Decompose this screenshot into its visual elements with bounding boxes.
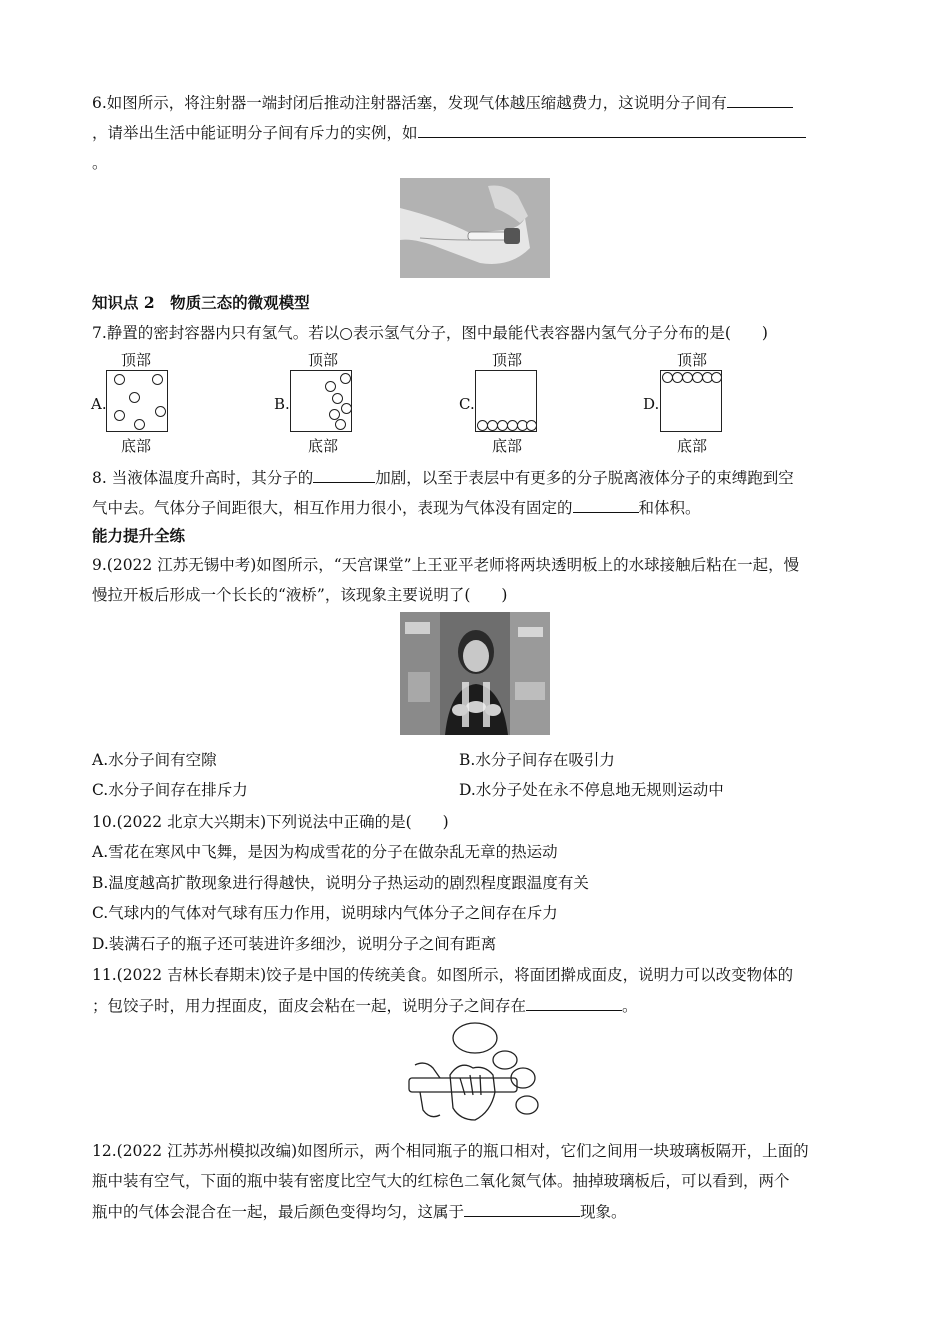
container-c bbox=[475, 370, 537, 432]
q6-line1: 6.如图所示，将注射器一端封闭后推动注射器活塞，发现气体越压缩越费力，这说明分子间有 bbox=[92, 92, 793, 113]
answer-blank[interactable] bbox=[418, 122, 806, 138]
molecule bbox=[526, 420, 537, 431]
molecule bbox=[325, 381, 336, 392]
q8-line2: 气中去。气体分子间距很大，相互作用力很小，表现为气体没有固定的 和体积。 bbox=[92, 499, 701, 517]
answer-blank[interactable] bbox=[526, 995, 622, 1011]
molecule bbox=[129, 392, 140, 403]
molecule bbox=[341, 403, 352, 414]
bottom-label: 底部 bbox=[492, 437, 523, 455]
section-heading-3: 能力提升全练 bbox=[92, 526, 186, 545]
q10-option-b[interactable]: B.温度越高扩散现象进行得越快，说明分子热运动的剧烈程度跟温度有关 bbox=[92, 874, 589, 892]
q9-option-c[interactable]: C.水分子间存在排斥力 bbox=[92, 781, 248, 799]
bottom-label: 底部 bbox=[121, 437, 152, 455]
q8-line1: 8. 当液体温度升高时，其分子的 加剧，以至于表层中有更多的分子脱离液体分子的束缚跑到空 bbox=[92, 469, 794, 487]
answer-blank[interactable] bbox=[313, 467, 375, 483]
rolling-dough-drawing bbox=[405, 1020, 555, 1130]
option-b-label[interactable]: B. bbox=[274, 395, 290, 413]
molecule bbox=[155, 406, 166, 417]
molecule bbox=[114, 410, 125, 421]
bottom-label: 底部 bbox=[677, 437, 708, 455]
answer-blank[interactable] bbox=[573, 497, 639, 513]
section-heading-2: 知识点 2 物质三态的微观模型 bbox=[92, 293, 310, 312]
q9-line1: 9.(2022 江苏无锡中考)如图所示，“天宫课堂”上王亚平老师将两块透明板上的水球接触后粘在一起，慢 bbox=[92, 556, 800, 574]
q6-line3: 。 bbox=[92, 154, 108, 172]
q10-stem: 10.(2022 北京大兴期末)下列说法中正确的是( ) bbox=[92, 813, 449, 831]
q10-option-c[interactable]: C.气球内的气体对气球有压力作用，说明球内气体分子之间存在斥力 bbox=[92, 904, 558, 922]
container-d bbox=[660, 370, 722, 432]
q9-option-a[interactable]: A.水分子间有空隙 bbox=[92, 751, 217, 769]
top-label: 顶部 bbox=[308, 351, 339, 369]
q9-option-d[interactable]: D.水分子处在永不停息地无规则运动中 bbox=[459, 781, 724, 799]
answer-blank[interactable] bbox=[464, 1201, 580, 1217]
top-label: 顶部 bbox=[121, 351, 152, 369]
hands-syringe-image bbox=[400, 178, 550, 278]
option-a-label[interactable]: A. bbox=[91, 395, 107, 413]
molecule bbox=[711, 372, 722, 383]
q12-line3: 瓶中的气体会混合在一起，最后颜色变得均匀，这属于 现象。 bbox=[92, 1203, 627, 1221]
molecule bbox=[134, 419, 145, 430]
top-label: 顶部 bbox=[677, 351, 708, 369]
top-label: 顶部 bbox=[492, 351, 523, 369]
answer-blank[interactable] bbox=[727, 92, 793, 108]
molecule bbox=[332, 393, 343, 404]
container-a bbox=[106, 370, 168, 432]
q12-line1: 12.(2022 江苏苏州模拟改编)如图所示，两个相同瓶子的瓶口相对，它们之间用一块玻璃板隔开，上面的 bbox=[92, 1142, 809, 1160]
q9-option-b[interactable]: B.水分子间存在吸引力 bbox=[459, 751, 615, 769]
option-c-label[interactable]: C. bbox=[459, 395, 475, 413]
bottom-label: 底部 bbox=[308, 437, 339, 455]
syringe-photo bbox=[400, 178, 550, 278]
tiangong-classroom-photo bbox=[400, 612, 550, 735]
molecule bbox=[340, 373, 351, 384]
dough-rolling-illustration bbox=[405, 1020, 555, 1130]
q12-line2: 瓶中装有空气，下面的瓶中装有密度比空气大的红棕色二氧化氮气体。抽掉玻璃板后，可以看到，两个 bbox=[92, 1172, 790, 1190]
option-d-label[interactable]: D. bbox=[643, 395, 660, 413]
q11-line2: ；包饺子时，用力捏面皮，面皮会粘在一起，说明分子之间存在 。 bbox=[92, 997, 638, 1015]
molecule bbox=[152, 374, 163, 385]
container-b bbox=[290, 370, 352, 432]
q6-line2: ，请举出生活中能证明分子间有斥力的实例，如 bbox=[92, 122, 806, 143]
q7-stem: 7.静置的密封容器内只有氢气。若以○表示氢气分子，图中最能代表容器内氢气分子分布的是( ) bbox=[92, 324, 768, 342]
q10-option-d[interactable]: D.装满石子的瓶子还可装进许多细沙，说明分子之间有距离 bbox=[92, 935, 497, 953]
liquid-bridge-image bbox=[400, 612, 550, 735]
q9-line2: 慢拉开板后形成一个长长的“液桥”，该现象主要说明了( ) bbox=[92, 586, 508, 604]
q11-line1: 11.(2022 吉林长春期末)饺子是中国的传统美食。如图所示，将面团擀成面皮，说明力可以改变物体的 bbox=[92, 966, 794, 984]
molecule bbox=[114, 374, 125, 385]
q10-option-a[interactable]: A.雪花在寒风中飞舞，是因为构成雪花的分子在做杂乱无章的热运动 bbox=[92, 843, 558, 861]
molecule bbox=[335, 419, 346, 430]
